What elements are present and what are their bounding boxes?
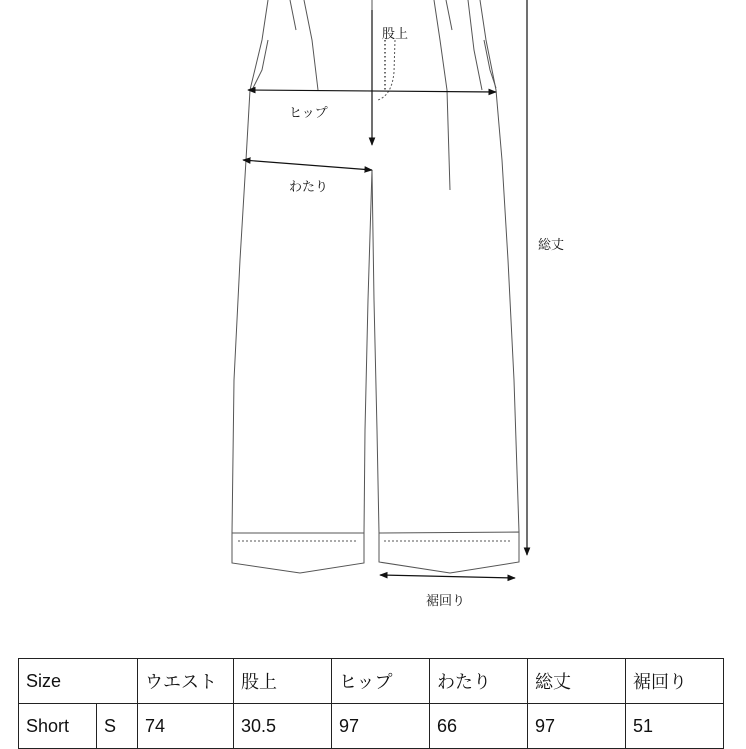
cell-hip: 97 [332, 704, 430, 749]
cell-thigh: 66 [430, 704, 528, 749]
total-length-label: 総丈 [538, 238, 565, 253]
header-thigh: わたり [430, 659, 528, 704]
cell-length: 97 [528, 704, 626, 749]
header-length: 総丈 [528, 659, 626, 704]
rise-label: 股上 [382, 27, 409, 42]
cell-size: S [97, 704, 138, 749]
pants-outline [232, 0, 519, 573]
header-size: Size [19, 659, 138, 704]
header-rise: 股上 [234, 659, 332, 704]
header-waist: ウエスト [138, 659, 234, 704]
measure-lines [243, 0, 527, 578]
cell-name: Short [19, 704, 97, 749]
table-header-row [19, 659, 724, 704]
thigh-label: わたり [289, 180, 329, 195]
cell-waist: 74 [138, 704, 234, 749]
table-row [19, 704, 724, 749]
hip-label: ヒップ [289, 106, 328, 121]
hem-label: 裾回り [426, 594, 466, 609]
cell-rise: 30.5 [234, 704, 332, 749]
size-table [18, 658, 724, 749]
header-hip: ヒップ [332, 659, 430, 704]
thigh-arrow [243, 160, 372, 170]
header-hem: 裾回り [626, 659, 724, 704]
hem-arrow [380, 575, 515, 578]
cell-hem: 51 [626, 704, 724, 749]
